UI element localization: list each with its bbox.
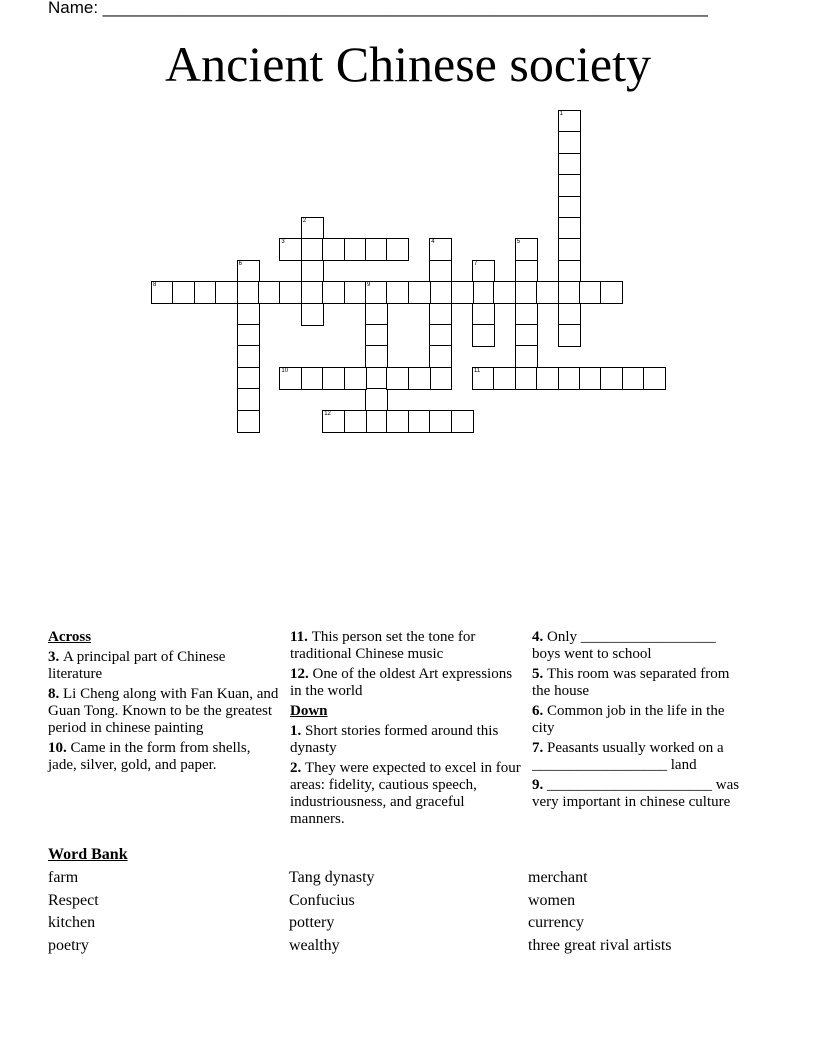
crossword-cell[interactable] [493, 281, 516, 304]
clue-text: One of the oldest Art expressions in the world [290, 666, 513, 699]
clue-number: 7 [474, 260, 478, 267]
crossword-cell[interactable] [386, 367, 409, 390]
clue-number: 8 [153, 282, 157, 289]
crossword-cell[interactable] [386, 281, 409, 304]
clue [48, 649, 280, 683]
clue-number: 5. [532, 666, 547, 682]
crossword-cell[interactable] [558, 260, 581, 283]
word-bank-item: kitchen [48, 914, 96, 932]
down-heading: Down [290, 703, 328, 719]
clue [48, 740, 280, 774]
crossword-cell[interactable] [643, 367, 666, 390]
crossword-cell[interactable] [172, 281, 195, 304]
crossword-cell[interactable] [600, 367, 623, 390]
crossword-cell[interactable] [558, 131, 581, 154]
crossword-cell[interactable] [515, 238, 538, 261]
crossword-cell[interactable] [429, 281, 452, 304]
clue-number: 9 [367, 282, 371, 289]
clue-text: This room was separated from the house [532, 666, 730, 699]
crossword-cell[interactable] [579, 367, 602, 390]
page-title: Ancient Chinese society [165, 36, 651, 92]
crossword-cell[interactable] [301, 217, 324, 240]
name-field-label: Name: ________________________________________________________________ [48, 0, 708, 17]
clue-text: ______________________ was very important in chinese culture [532, 777, 740, 810]
crossword-cell[interactable] [237, 303, 260, 326]
crossword-cell[interactable] [472, 324, 495, 347]
word-bank-item: merchant [528, 869, 588, 886]
crossword-cell[interactable] [622, 367, 645, 390]
crossword-cell[interactable] [558, 217, 581, 240]
crossword-cell[interactable] [493, 367, 516, 390]
crossword-cell[interactable] [301, 303, 324, 326]
clue-number: 6. [532, 703, 547, 719]
clue [532, 777, 744, 811]
crossword-cell[interactable] [215, 281, 238, 304]
clues-column-1 [48, 629, 280, 777]
clue-text: They were expected to excel in four areas: fidelity, cautious speech, industriousness, and graceful manners. [290, 760, 521, 827]
word-bank-item: Respect [48, 891, 99, 909]
crossword-cell[interactable] [429, 303, 452, 326]
crossword-cell[interactable] [301, 367, 324, 390]
clue-number: 11. [290, 629, 312, 645]
crossword-cell[interactable] [365, 238, 388, 261]
crossword-cell[interactable] [429, 238, 452, 261]
clue-number: 7. [532, 740, 547, 756]
crossword-cell[interactable] [365, 281, 388, 304]
crossword-cell[interactable] [322, 367, 345, 390]
crossword-cell[interactable] [365, 367, 388, 390]
crossword-cell[interactable] [301, 238, 324, 261]
word-bank-item: Tang dynasty [289, 869, 375, 886]
crossword-cell[interactable] [344, 281, 367, 304]
crossword-cell[interactable] [408, 410, 431, 433]
word-bank-item: poetry [48, 937, 89, 955]
crossword-cell[interactable] [429, 324, 452, 347]
clue-text: Short stories formed around this dynasty [290, 723, 499, 756]
crossword-cell[interactable] [365, 324, 388, 347]
crossword-cell[interactable] [344, 410, 367, 433]
clue [290, 666, 522, 700]
clue-text: Came in the form from shells, jade, silver, gold, and paper. [48, 740, 251, 773]
crossword-cell[interactable] [429, 367, 452, 390]
clue-number: 2 [302, 218, 307, 224]
word-bank-title: Word Bank [48, 846, 128, 863]
crossword-cell[interactable] [558, 174, 581, 197]
crossword-cell[interactable] [344, 238, 367, 261]
word-bank-item: women [528, 891, 576, 909]
crossword-cell[interactable] [237, 345, 260, 368]
clue-number: 4 [431, 239, 435, 246]
crossword-cell[interactable] [558, 110, 581, 133]
crossword-cell[interactable] [237, 367, 260, 390]
crossword-cell[interactable] [515, 303, 538, 326]
clue [532, 666, 744, 700]
crossword-cell[interactable] [365, 303, 388, 326]
crossword-cell[interactable] [472, 260, 495, 283]
clue-text: Only __________________ boys went to school [532, 629, 716, 662]
clue [48, 686, 280, 737]
clue-text: Li Cheng along with Fan Kuan, and Guan Tong. Known to be the greatest period in chinese painting [48, 686, 279, 736]
crossword-cell[interactable] [237, 281, 260, 304]
crossword-cell[interactable] [558, 238, 581, 261]
crossword-cell[interactable] [365, 345, 388, 368]
crossword-cell[interactable] [279, 238, 302, 261]
crossword-cell[interactable] [429, 260, 452, 283]
crossword-cell[interactable] [515, 281, 538, 304]
clue-number: 3. [48, 649, 63, 665]
clue-number: 11 [474, 367, 481, 374]
crossword-cell[interactable] [194, 281, 217, 304]
crossword-cell[interactable] [322, 238, 345, 261]
clue [290, 723, 522, 757]
crossword-cell[interactable] [408, 367, 431, 390]
word-bank-item: currency [528, 914, 584, 932]
crossword-cell[interactable] [579, 281, 602, 304]
crossword-cell[interactable] [451, 410, 474, 433]
clues-column-2 [290, 629, 522, 831]
clue-text: This person set the tone for traditional Chinese music [290, 629, 476, 662]
clues-column-3 [532, 629, 744, 814]
clue-number: 1 [559, 111, 563, 117]
crossword-cell[interactable] [558, 153, 581, 176]
clue-text: A principal part of Chinese literature [48, 649, 226, 682]
crossword-cell[interactable] [515, 367, 538, 390]
crossword-cell[interactable] [558, 324, 581, 347]
crossword-cell[interactable] [386, 238, 409, 261]
clue [290, 629, 522, 663]
word-bank-item: Confucius [289, 891, 355, 909]
crossword-cell[interactable] [279, 281, 302, 304]
crossword-cell[interactable] [365, 410, 388, 433]
clue-text: Common job in the life in the city [532, 703, 725, 736]
crossword-cell[interactable] [301, 281, 324, 304]
clue-number: 4. [532, 629, 547, 645]
clue-number: 10. [48, 740, 71, 756]
crossword-grid [0, 0, 816, 440]
clue-number: 6 [238, 260, 242, 267]
crossword-cell[interactable] [151, 281, 174, 304]
word-bank-item: wealthy [289, 937, 340, 955]
crossword-cell[interactable] [429, 410, 452, 433]
crossword-cell[interactable] [536, 367, 559, 390]
crossword-cell[interactable] [237, 388, 260, 411]
crossword-cell[interactable] [558, 367, 581, 390]
clue-number: 9. [532, 777, 547, 793]
clue-number: 3 [281, 239, 285, 246]
clue-number: 2. [290, 760, 305, 776]
word-bank-item: three great rival artists [528, 937, 672, 955]
clue-text: Peasants usually worked on a __________________ land [532, 740, 724, 773]
word-bank-item: pottery [289, 914, 335, 932]
crossword-cell[interactable] [472, 281, 495, 304]
clue [532, 703, 744, 737]
crossword-cell[interactable] [237, 260, 260, 283]
crossword-cell[interactable] [365, 388, 388, 411]
clue [290, 760, 522, 828]
clue-number: 8. [48, 686, 63, 702]
crossword-cell[interactable] [322, 281, 345, 304]
crossword-cell[interactable] [386, 410, 409, 433]
clue-number: 12. [290, 666, 313, 682]
crossword-cell[interactable] [408, 281, 431, 304]
crossword-cell[interactable] [322, 410, 345, 433]
crossword-cell[interactable] [515, 260, 538, 283]
crossword-cell[interactable] [451, 281, 474, 304]
clue [532, 629, 744, 663]
crossword-cell[interactable] [279, 367, 302, 390]
clue-number: 10 [281, 367, 289, 374]
clue-number: 1. [290, 723, 305, 739]
crossword-cell[interactable] [515, 324, 538, 347]
crossword-cell[interactable] [536, 281, 559, 304]
crossword-cell[interactable] [558, 196, 581, 219]
crossword-cell[interactable] [472, 303, 495, 326]
crossword-cell[interactable] [344, 367, 367, 390]
crossword-cell[interactable] [237, 410, 260, 433]
crossword-cell[interactable] [258, 281, 281, 304]
crossword-cell[interactable] [472, 367, 495, 390]
crossword-cell[interactable] [558, 281, 581, 304]
crossword-cell[interactable] [600, 281, 623, 304]
word-bank-item: farm [48, 869, 79, 886]
clue-number: 5 [516, 239, 521, 246]
clue-number: 12 [324, 410, 331, 417]
crossword-cell[interactable] [237, 324, 260, 347]
crossword-cell[interactable] [515, 345, 538, 368]
clue [532, 740, 744, 774]
crossword-cell[interactable] [429, 345, 452, 368]
across-heading: Across [48, 629, 92, 645]
crossword-cell[interactable] [558, 303, 581, 326]
crossword-cell[interactable] [301, 260, 324, 283]
